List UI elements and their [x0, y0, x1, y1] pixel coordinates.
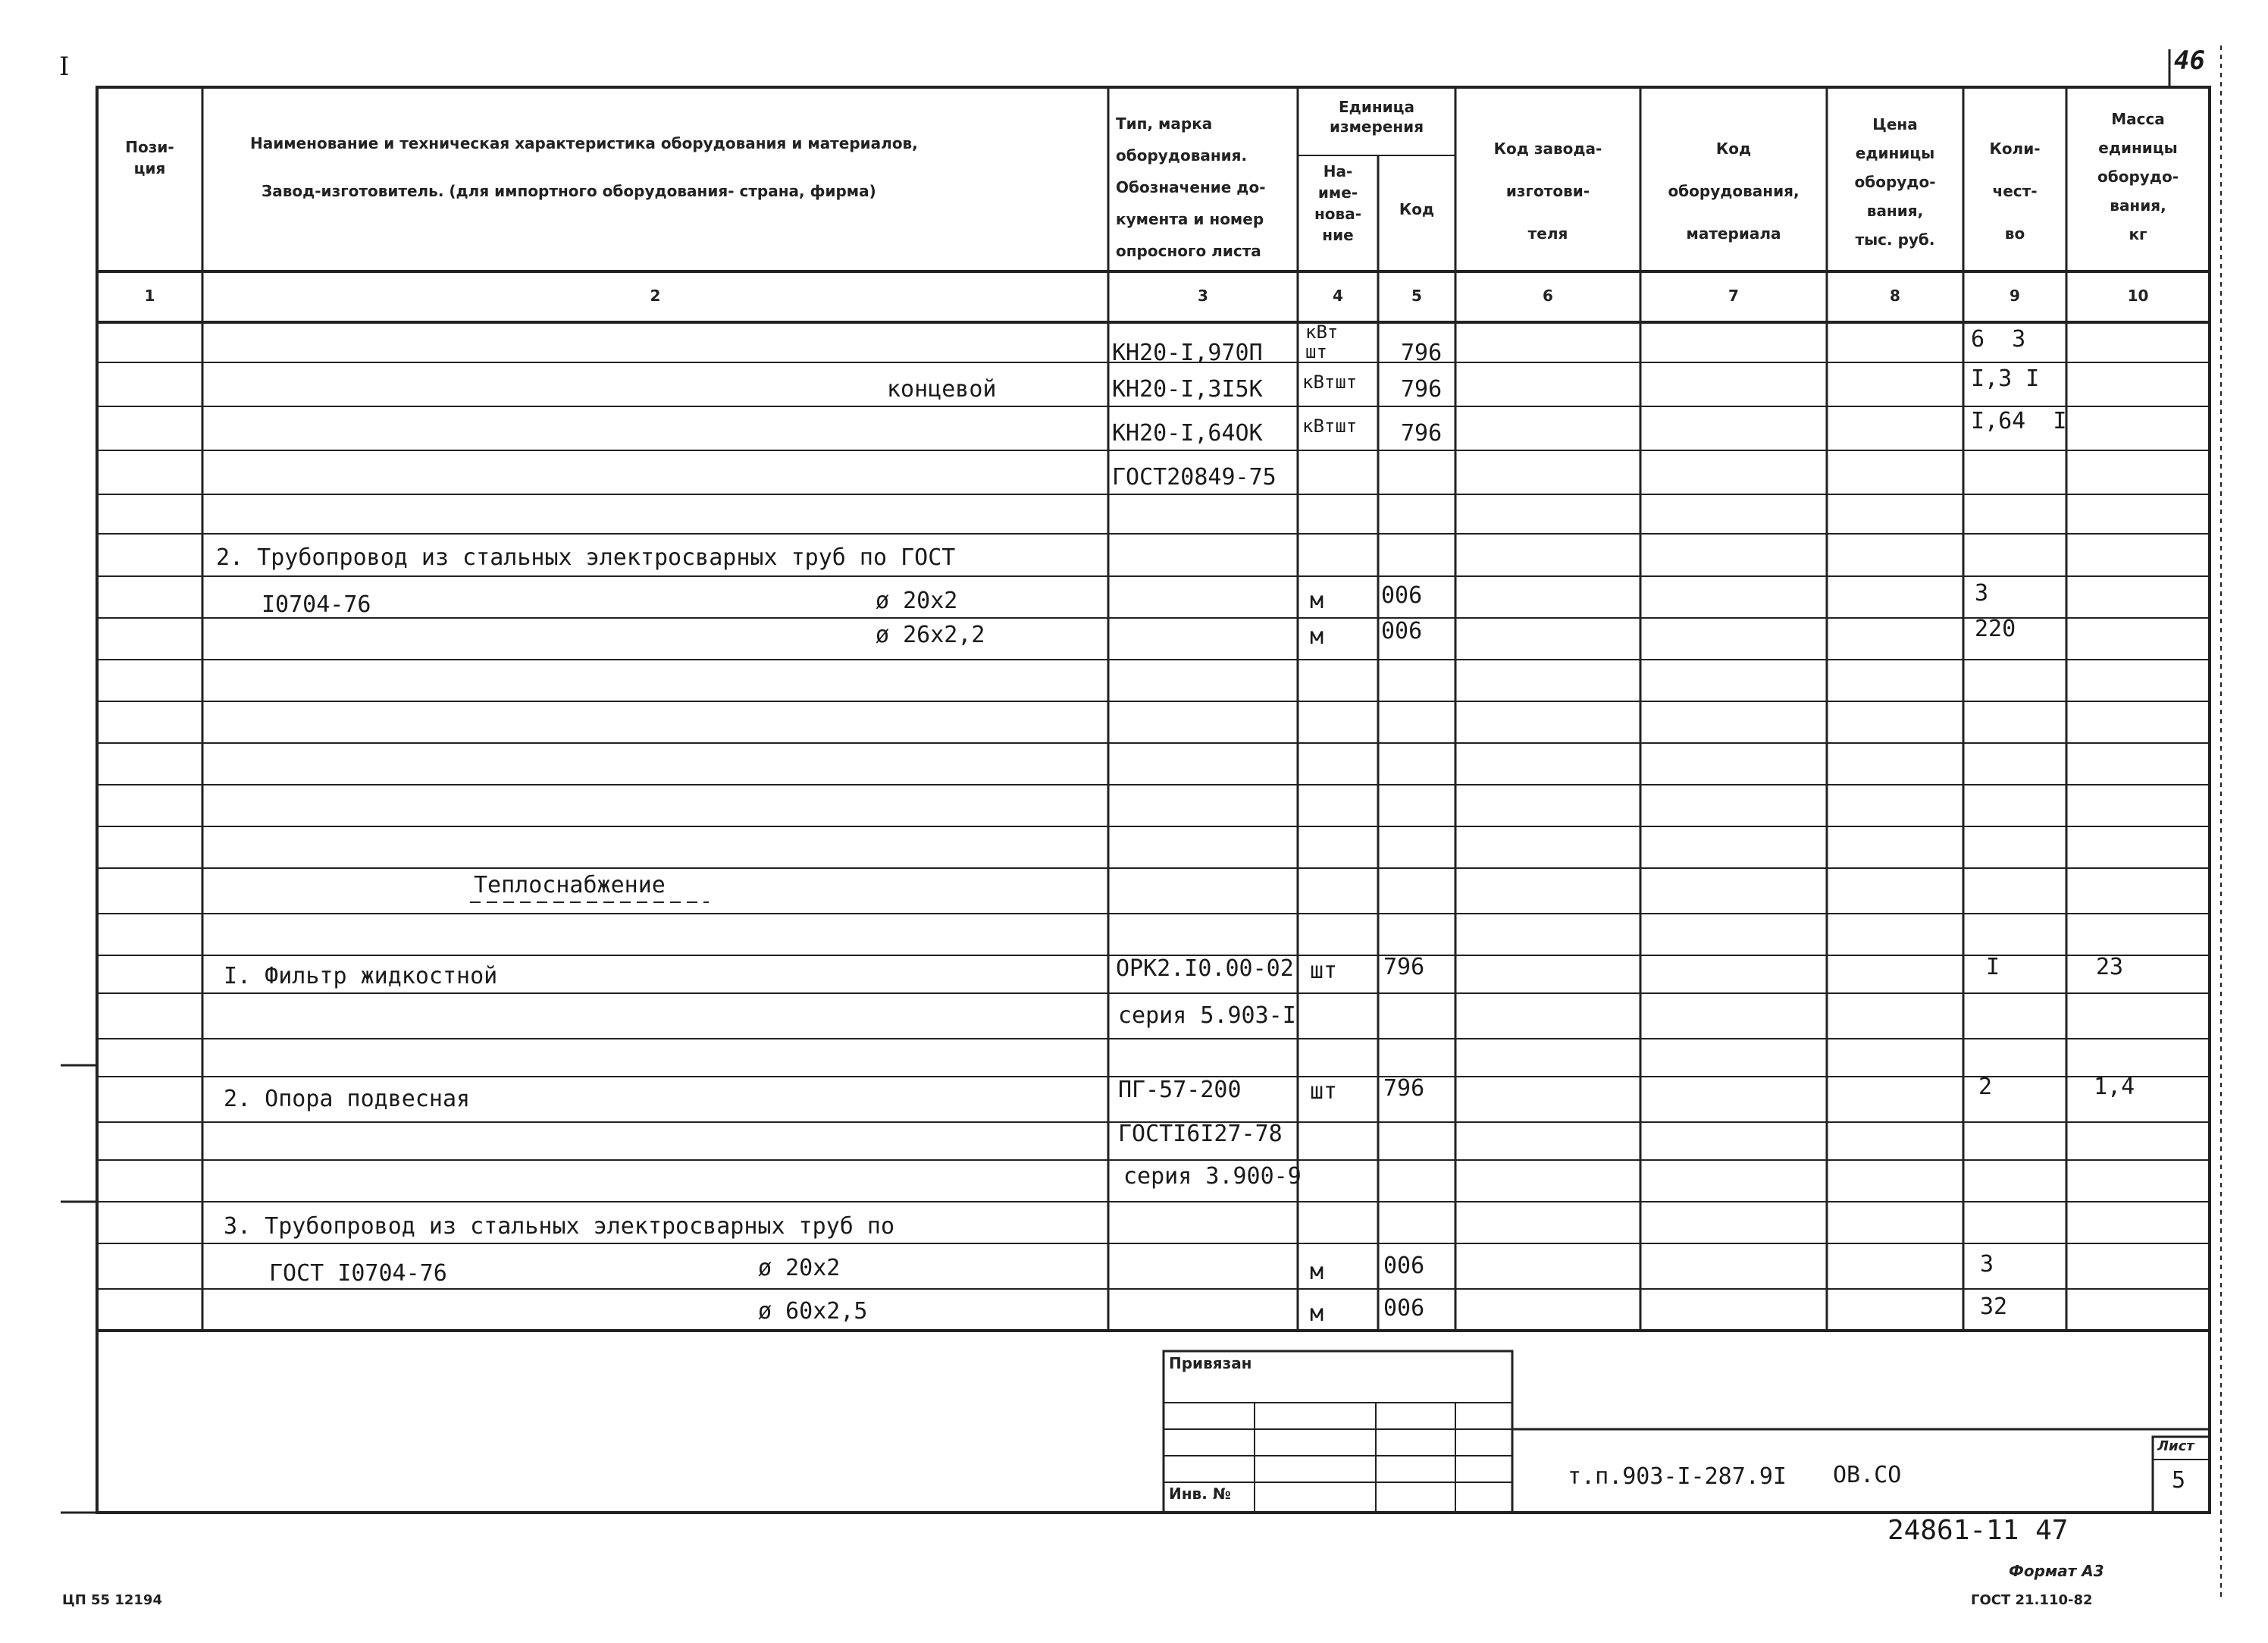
table-cell: ø 20х2	[758, 1255, 841, 1281]
table-cell: м	[1310, 1300, 1324, 1327]
table-cell: ГОСТI6I27-78	[1118, 1121, 1283, 1147]
table-cell: 220	[1975, 616, 2016, 642]
table-cell: 23	[2096, 954, 2124, 980]
bottom-left-note: ЦП 55 12194	[62, 1592, 162, 1608]
col-number-7: 7	[1728, 287, 1739, 305]
table-cell: шт	[1310, 958, 1338, 984]
col-number-6: 6	[1543, 287, 1553, 305]
table-cell: I. Фильтр жидкостной	[224, 963, 498, 989]
table-cell: серия 3.900-9	[1123, 1163, 1302, 1190]
table-cell: м	[1310, 623, 1324, 650]
table-cell: кВтшт	[1302, 372, 1358, 393]
table-cell: 796	[1401, 376, 1443, 403]
table-cell: 006	[1383, 1295, 1425, 1322]
table-cell: КН20-I,970П	[1112, 340, 1263, 366]
table-cell: шт	[1310, 1078, 1338, 1105]
header-price: Цена единицы оборудо- вания, тыс. руб.	[1854, 115, 1936, 249]
header-unit-code: Код	[1399, 200, 1435, 218]
table-cell: КН20-I,3I5К	[1112, 376, 1263, 403]
col-number-3: 3	[1198, 287, 1208, 305]
table-cell: 006	[1381, 618, 1423, 644]
table-cell: I	[1986, 954, 2000, 980]
table-cell: ОРК2.I0.00-02	[1116, 955, 1294, 982]
header-name-line2: Завод-изготовитель. (для импортного оборудования- страна, фирма)	[262, 182, 876, 200]
table-cell: I,64 I	[1971, 408, 2067, 434]
header-position: Пози- ция	[125, 138, 174, 177]
table-cell: I0704-76	[262, 591, 371, 618]
corner-mark: I	[59, 52, 70, 82]
document-mark: ОВ.СО	[1833, 1462, 1902, 1488]
table-cell: концевой	[887, 376, 997, 403]
table-cell: 3. Трубопровод из стальных электросварных труб по	[224, 1213, 895, 1240]
header-mass: Масса единицы оборудо- вания, кг	[2097, 110, 2179, 243]
header-quantity: Коли- чест- во	[1989, 140, 2041, 243]
document-code: т.п.903-I-287.9I	[1568, 1463, 1787, 1490]
table-cell: ГОСТ20849-75	[1112, 464, 1277, 491]
table-cell: 3	[1980, 1251, 1994, 1278]
format-label: Формат А3	[2009, 1562, 2104, 1580]
table-cell: ø 26х2,2	[876, 622, 985, 648]
header-equipment-code: Код оборудования, материала	[1668, 140, 1800, 243]
col-number-5: 5	[1411, 287, 1422, 305]
table-cell: м	[1310, 588, 1324, 614]
table-cell: КН20-I,64ОК	[1112, 420, 1263, 447]
table-cell: 1,4	[2094, 1074, 2135, 1100]
sheet-number: 5	[2172, 1467, 2186, 1494]
bottom-right-note: ГОСТ 21.110-82	[1971, 1592, 2093, 1608]
table-cell: 796	[1401, 420, 1443, 447]
col-number-1: 1	[144, 287, 155, 305]
table-cell: 6 3	[1971, 326, 2026, 353]
col-number-2: 2	[650, 287, 661, 305]
table-cell: 006	[1383, 1253, 1425, 1279]
col-number-10: 10	[2127, 287, 2149, 305]
stamp-inventory-label: Инв. №	[1169, 1485, 1231, 1503]
section-heading: Теплоснабжение	[474, 872, 666, 898]
table-cell: 2. Опора подвесная	[224, 1086, 471, 1112]
table-cell: 32	[1980, 1293, 2008, 1320]
table-cell: 796	[1383, 1075, 1425, 1102]
table-cell: кВтшт	[1302, 415, 1358, 437]
table-cell: ПГ-57-200	[1118, 1077, 1242, 1103]
col-number-8: 8	[1890, 287, 1900, 305]
table-cell: ø 60х2,5	[758, 1298, 868, 1325]
table-cell: серия 5.903-I	[1118, 1002, 1296, 1029]
table-cell: 2. Трубопровод из стальных электросварных труб по ГОСТ	[216, 544, 956, 571]
table-cell: 006	[1381, 582, 1423, 609]
header-unit-group: Единица измерения	[1329, 98, 1424, 136]
page-mark: 46	[2174, 45, 2205, 76]
col-number-4: 4	[1333, 287, 1343, 305]
header-name-line1: Наименование и техническая характеристика оборудования и материалов,	[250, 134, 918, 152]
table-cell: 796	[1383, 954, 1425, 980]
table-cell: кВт шт	[1305, 321, 1339, 362]
table-cell: 2	[1978, 1074, 1993, 1100]
table-cell: I,3 I	[1971, 365, 2040, 392]
sheet-label: Лист	[2157, 1438, 2194, 1454]
table-cell: ГОСТ I0704-76	[269, 1260, 447, 1287]
header-plant-code: Код завода- изготови- теля	[1493, 140, 1602, 243]
stamp-bound-label: Привязан	[1169, 1354, 1252, 1372]
header-unit-name: На- име- нова- ние	[1314, 162, 1361, 244]
table-cell: 796	[1401, 340, 1443, 366]
table-cell: 3	[1975, 580, 1989, 607]
archive-number: 24861-11 47	[1887, 1515, 2069, 1546]
col-number-9: 9	[2010, 287, 2020, 305]
header-type: Тип, марка оборудования. Обозначение до- кумента и номер опросного листа	[1116, 114, 1266, 260]
table-cell: м	[1310, 1259, 1324, 1285]
table-cell: ø 20х2	[876, 588, 958, 614]
